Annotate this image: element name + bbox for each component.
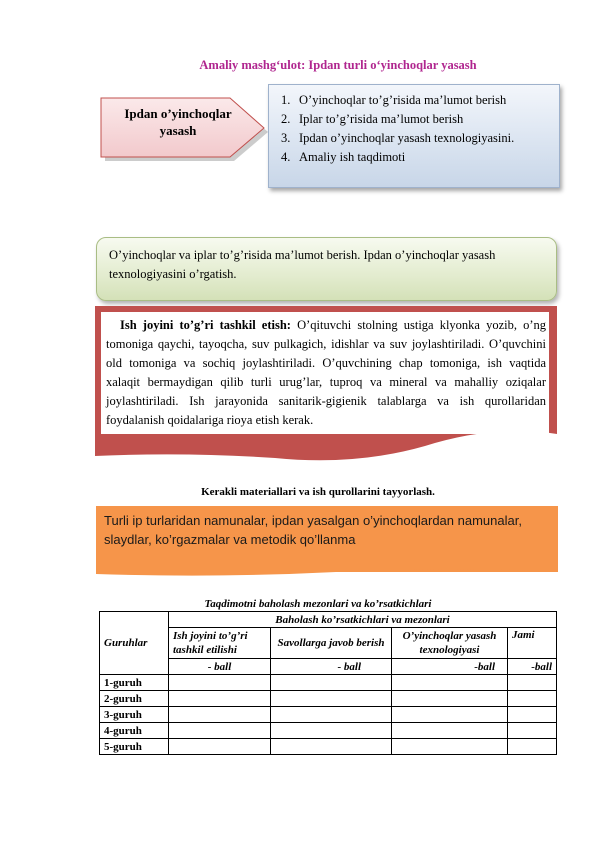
score-cell (392, 707, 508, 723)
table-header-row (100, 612, 557, 628)
score-cell (271, 691, 392, 707)
score-cell (169, 739, 271, 755)
groups-header: Guruhlar (100, 612, 169, 675)
plan-item (281, 91, 514, 110)
workplace-text (101, 312, 549, 434)
score-cell (392, 675, 508, 691)
score-cell (169, 707, 271, 723)
topic-arrow-box (100, 96, 272, 162)
table-row (100, 739, 557, 755)
table-row (100, 707, 557, 723)
plan-item-number: 2. (281, 112, 291, 126)
plan-item-text: Amaliy ish taqdimoti (299, 150, 406, 164)
table-row (100, 723, 557, 739)
table-row (100, 691, 557, 707)
score-cell (392, 739, 508, 755)
score-cell (508, 723, 557, 739)
criterion-header: Ish joyini to’g’ri tashkil etilishi (169, 628, 271, 659)
plan-list-box (268, 84, 560, 188)
score-cell (508, 707, 557, 723)
plan-item-number: 3. (281, 131, 291, 145)
score-cell (169, 723, 271, 739)
score-cell (508, 739, 557, 755)
criterion-header: O’yinchoqlar yasash texnologiyasi (392, 628, 508, 659)
score-cell (392, 691, 508, 707)
materials-box: Turli ip turlaridan namunalar, ipdan yasalgan o’yinchoqlardan namunalar, slaydlar, ko’rgazmalar va metodik qo’llanma (96, 506, 558, 572)
workplace-banner (95, 306, 557, 466)
table-row (100, 675, 557, 691)
criterion-header: Jami (508, 628, 557, 659)
table-caption: Taqdimotni baholash mezonlari va ko’rsatkichlari (204, 598, 432, 610)
table-criteria-row (100, 628, 557, 659)
page-title: Amaliy mashg‘ulot: Ipdan turli o‘yinchoqlar yasash (199, 58, 477, 72)
plan-item-text: O’yinchoqlar to’g’risida ma’lumot berish (299, 93, 507, 107)
unit-cell: -ball (508, 659, 557, 675)
unit-cell: - ball (169, 659, 271, 675)
plan-item-text: Ipdan o’yinchoqlar yasash texnologiyasini. (299, 131, 515, 145)
group-label: 4-guruh (100, 723, 169, 739)
workplace-lead: Ish joyini to’g’ri tashkil etish: (120, 318, 291, 332)
group-label: 3-guruh (100, 707, 169, 723)
score-cell (169, 675, 271, 691)
score-cell (271, 707, 392, 723)
score-cell (169, 691, 271, 707)
plan-item-text: Iplar to’g’risida ma’lumot berish (299, 112, 464, 126)
score-cell (392, 723, 508, 739)
evaluation-table (99, 611, 557, 755)
unit-cell: -ball (392, 659, 508, 675)
plan-list (281, 91, 514, 167)
materials-box-wave (96, 566, 558, 578)
materials-heading: Kerakli materiallari va ish qurollarini tayyorlash. (201, 486, 435, 498)
score-cell (508, 691, 557, 707)
goal-box: O’yinchoqlar va iplar to’g’risida ma’lumot berish. Ipdan o’yinchoqlar yasash texnologiyasini o’rgatish. (96, 237, 557, 301)
plan-item (281, 148, 514, 167)
criterion-header: Savollarga javob berish (271, 628, 392, 659)
plan-item (281, 129, 514, 148)
plan-item-number: 4. (281, 150, 291, 164)
score-cell (508, 675, 557, 691)
group-label: 5-guruh (100, 739, 169, 755)
score-cell (271, 739, 392, 755)
score-cell (271, 675, 392, 691)
unit-cell: - ball (271, 659, 392, 675)
group-label: 2-guruh (100, 691, 169, 707)
criteria-group-header: Baholash ko’rsatkichlari va mezonlari (169, 612, 557, 628)
workplace-body: O’qituvchi stolning ustiga klyonka yozib, o’ng tomoniga qaychi, tayoqcha, suv pulkagich, idishlar va suv joylashtiriladi. O’quvchini old tomoniga va sochiq joylashtiriladi. O’quvchining chap tomoniga, ish vaqtida xalaqit bermaydigan qilib turli urug’lar, tuproq va mineral va mahalliy oziqalar joylashtiriladi. Ish jarayonida sanitarik-gigienik talablarga va ish qurollaridan foydalanish qoidalariga rioya etish kerak. (106, 318, 546, 427)
plan-item-number: 1. (281, 93, 291, 107)
topic-label: Ipdan o’yinchoqlar yasash (124, 106, 232, 138)
group-label: 1-guruh (100, 675, 169, 691)
plan-item (281, 110, 514, 129)
table-units-row (100, 659, 557, 675)
score-cell (271, 723, 392, 739)
